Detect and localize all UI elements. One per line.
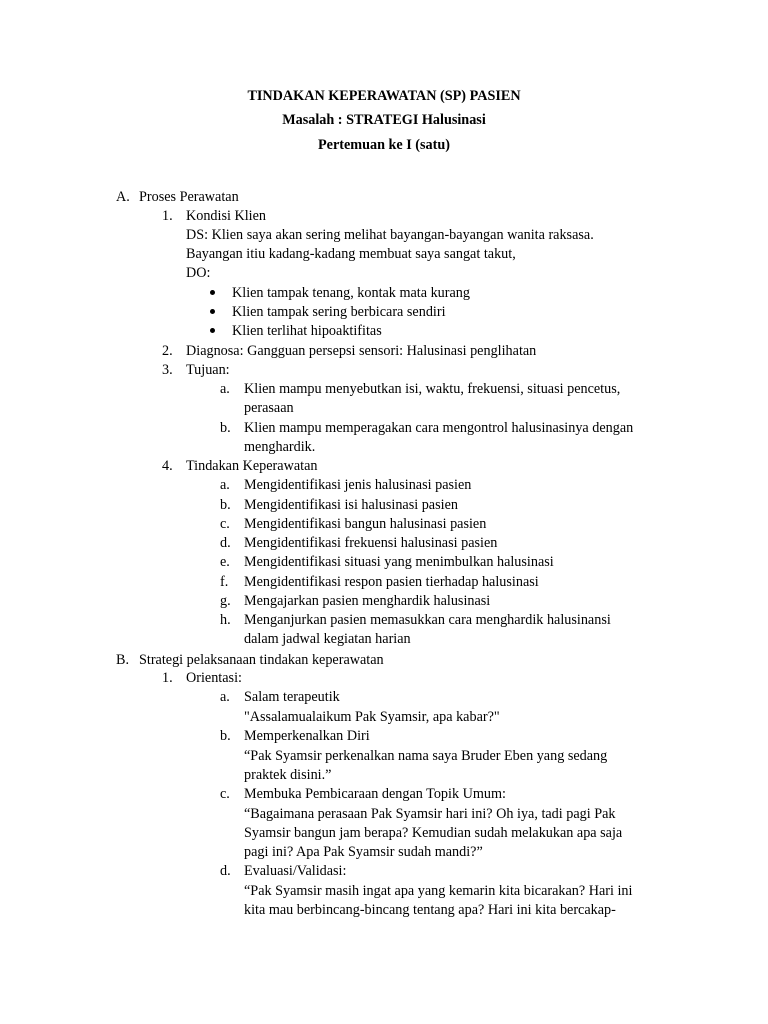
step-label: Membuka Pembicaraan dengan Topik Umum: bbox=[244, 786, 506, 802]
step-label: Salam terapeutik bbox=[244, 689, 340, 705]
sub-marker: f. bbox=[220, 574, 229, 590]
do-label: DO: bbox=[186, 265, 211, 281]
step-quote: praktek disini.” bbox=[244, 767, 332, 783]
step-quote: “Pak Syamsir perkenalkan nama saya Bruder Eben yang sedang bbox=[244, 748, 608, 764]
sub-marker: h. bbox=[220, 612, 231, 628]
sub-marker: d. bbox=[220, 535, 231, 551]
sub-marker: b. bbox=[220, 497, 231, 513]
a4-label: Tindakan Keperawatan bbox=[186, 458, 318, 474]
action-item: Mengidentifikasi bangun halusinasi pasien bbox=[244, 516, 487, 532]
sub-marker: a. bbox=[220, 477, 230, 493]
a2-text: Diagnosa: Gangguan persepsi sensori: Halusinasi penglihatan bbox=[186, 343, 537, 359]
action-item: Menganjurkan pasien memasukkan cara menghardik halusinansi bbox=[244, 612, 611, 628]
bullet-icon bbox=[210, 328, 215, 333]
action-item: Mengidentifikasi jenis halusinasi pasien bbox=[244, 477, 472, 493]
section-a-marker: A. bbox=[116, 189, 130, 205]
step-quote: kita mau berbincang-bincang tentang apa? Hari ini kita bercakap- bbox=[244, 902, 616, 918]
sub-marker: b. bbox=[220, 420, 231, 436]
b1-marker: 1. bbox=[162, 670, 173, 686]
ds-line: DS: Klien saya akan sering melihat bayangan-bayangan wanita raksasa. bbox=[186, 227, 594, 243]
step-label: Memperkenalkan Diri bbox=[244, 728, 370, 744]
action-item: dalam jadwal kegiatan harian bbox=[244, 631, 411, 647]
a1-label: Kondisi Klien bbox=[186, 208, 266, 224]
a3-label: Tujuan: bbox=[186, 362, 230, 378]
do-item: Klien terlihat hipoaktifitas bbox=[232, 323, 382, 339]
action-item: Mengidentifikasi situasi yang menimbulkan halusinasi bbox=[244, 554, 554, 570]
section-a-heading: Proses Perawatan bbox=[139, 189, 239, 205]
document-title: TINDAKAN KEPERAWATAN (SP) PASIEN bbox=[247, 88, 521, 104]
bullet-icon bbox=[210, 290, 215, 295]
a3-marker: 3. bbox=[162, 362, 173, 378]
b1-label: Orientasi: bbox=[186, 670, 242, 686]
a4-marker: 4. bbox=[162, 458, 173, 474]
action-item: Mengajarkan pasien menghardik halusinasi bbox=[244, 593, 491, 609]
step-quote: “Bagaimana perasaan Pak Syamsir hari ini? Oh iya, tadi pagi Pak bbox=[244, 806, 616, 822]
action-item: Mengidentifikasi isi halusinasi pasien bbox=[244, 497, 458, 513]
sub-marker: g. bbox=[220, 593, 231, 609]
goal-b-text: menghardik. bbox=[244, 439, 316, 455]
a1-marker: 1. bbox=[162, 208, 173, 224]
sub-marker: b. bbox=[220, 728, 231, 744]
step-quote: pagi ini? Apa Pak Syamsir sudah mandi?” bbox=[244, 844, 483, 860]
do-item: Klien tampak sering berbicara sendiri bbox=[232, 304, 446, 320]
step-quote: “Pak Syamsir masih ingat apa yang kemarin kita bicarakan? Hari ini bbox=[244, 883, 633, 899]
do-item: Klien tampak tenang, kontak mata kurang bbox=[232, 285, 470, 301]
document-subtitle: Masalah : STRATEGI Halusinasi bbox=[282, 112, 486, 128]
section-b-marker: B. bbox=[116, 652, 130, 668]
sub-marker: c. bbox=[220, 516, 230, 532]
meeting-label: Pertemuan ke I (satu) bbox=[317, 137, 450, 153]
goal-a-text: perasaan bbox=[244, 400, 294, 416]
sub-marker: d. bbox=[220, 863, 231, 879]
section-b-heading: Strategi pelaksanaan tindakan keperawatan bbox=[139, 652, 384, 668]
step-quote: "Assalamualaikum Pak Syamsir, apa kabar?" bbox=[244, 709, 500, 725]
sub-marker: a. bbox=[220, 689, 230, 705]
step-quote: Syamsir bangun jam berapa? Kemudian sudah melakukan apa saja bbox=[244, 825, 623, 841]
sub-marker: c. bbox=[220, 786, 230, 802]
goal-a-text: Klien mampu menyebutkan isi, waktu, frekuensi, situasi pencetus, bbox=[244, 381, 621, 397]
sub-marker: e. bbox=[220, 554, 230, 570]
ds-line: Bayangan itiu kadang-kadang membuat saya sangat takut, bbox=[186, 246, 516, 262]
action-item: Mengidentifikasi respon pasien tierhadap halusinasi bbox=[244, 574, 539, 590]
bullet-icon bbox=[210, 309, 215, 314]
step-label: Evaluasi/Validasi: bbox=[244, 863, 347, 879]
goal-b-text: Klien mampu memperagakan cara mengontrol halusinasinya dengan bbox=[244, 420, 634, 436]
action-item: Mengidentifikasi frekuensi halusinasi pasien bbox=[244, 535, 498, 551]
a2-marker: 2. bbox=[162, 343, 173, 359]
sub-marker: a. bbox=[220, 381, 230, 397]
